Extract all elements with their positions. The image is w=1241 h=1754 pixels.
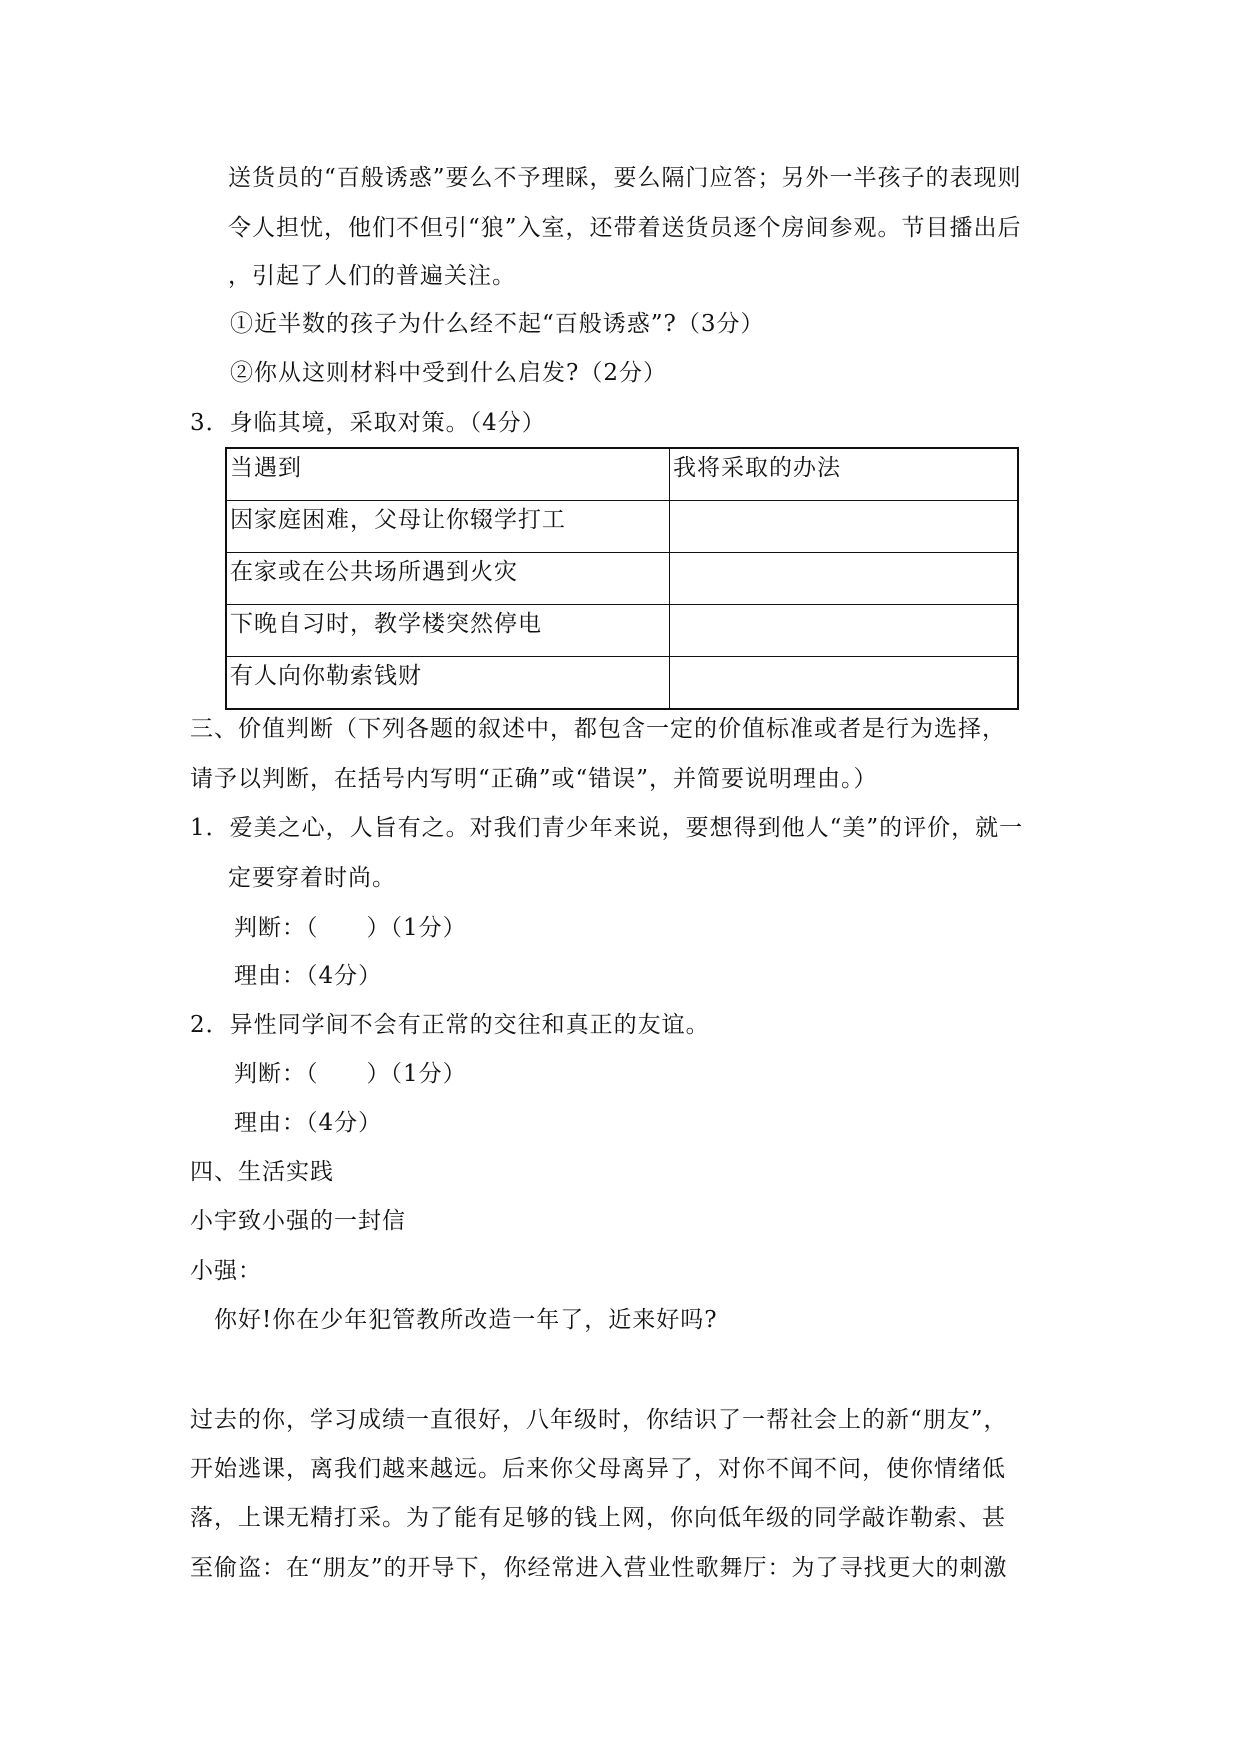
item1-judgement: 判断：（ ）（1分） (234, 915, 467, 941)
table-cell-answer (670, 553, 1019, 605)
table-row (226, 605, 1018, 657)
q3-table (225, 447, 1019, 710)
letter-title: 小宇致小强的一封信 (190, 1208, 406, 1234)
table-cell-situation: 下晚自习时，教学楼突然停电 (226, 605, 670, 657)
table-cell-situation: 有人向你勒索钱财 (226, 657, 670, 710)
letter-salutation: 小强： (190, 1258, 262, 1284)
passage-line-3: ，引起了人们的普遍关注。 (228, 263, 516, 289)
table-cell-situation: 因家庭困难，父母让你辍学打工 (226, 501, 670, 553)
table-header-row (226, 448, 1018, 501)
table-cell-situation: 在家或在公共场所遇到火灾 (226, 553, 670, 605)
table-cell-answer (670, 657, 1019, 710)
item2-reason: 理由：（4分） (234, 1110, 383, 1136)
table-row (226, 553, 1018, 605)
item1-reason: 理由：（4分） (234, 963, 383, 989)
passage-line-1: 送货员的“百般诱惑”要么不予理睬，要么隔门应答；另外一半孩子的表现则 (228, 165, 1022, 191)
section3-heading-line-2: 请予以判断，在括号内写明“正确”或“错误”，并简要说明理由。） (190, 766, 878, 792)
item1-line-2: 定要穿着时尚。 (228, 865, 396, 891)
q2-subquestion-2: ②你从这则材料中受到什么启发?（2分） (230, 360, 667, 386)
table-row (226, 501, 1018, 553)
item2-judgement: 判断：（ ）（1分） (234, 1061, 467, 1087)
letter-body-line-1: 过去的你，学习成绩一直很好，八年级时，你结识了一帮社会上的新“朋友”， (190, 1407, 1008, 1433)
table-header-cell: 当遇到 (226, 448, 670, 501)
table-header-cell: 我将采取的办法 (670, 448, 1019, 501)
letter-body-line-4: 至偷盗：在“朋友”的开导下，你经常进入营业性歌舞厅：为了寻找更大的刺激 (190, 1555, 1008, 1581)
letter-greeting: 你好!你在少年犯管教所改造一年了，近来好吗? (214, 1307, 718, 1333)
passage-line-2: 令人担忧，他们不但引“狼”入室，还带着送货员逐个房间参观。节目播出后 (228, 215, 1022, 241)
letter-body-line-3: 落，上课无精打采。为了能有足够的钱上网，你向低年级的同学敲诈勒索、甚 (190, 1505, 1006, 1531)
letter-body-line-2: 开始逃课，离我们越来越远。后来你父母离异了，对你不闻不问，使你情绪低 (190, 1456, 1006, 1482)
q2-subquestion-1: ①近半数的孩子为什么经不起“百般诱惑”?（3分） (230, 311, 765, 337)
section3-heading-line-1: 三、价值判断（下列各题的叙述中，都包含一定的价值标准或者是行为选择， (190, 716, 1006, 742)
section4-heading: 四、生活实践 (190, 1159, 334, 1185)
item2-line-1: 2．异性同学间不会有正常的交往和真正的友谊。 (190, 1012, 710, 1038)
table-row (226, 657, 1018, 710)
table-cell-answer (670, 605, 1019, 657)
q3-title: 3．身临其境，采取对策。（4分） (190, 410, 546, 436)
table-cell-answer (670, 501, 1019, 553)
item1-line-1: 1．爱美之心，人旨有之。对我们青少年来说，要想得到他人“美”的评价，就一 (190, 815, 1024, 841)
